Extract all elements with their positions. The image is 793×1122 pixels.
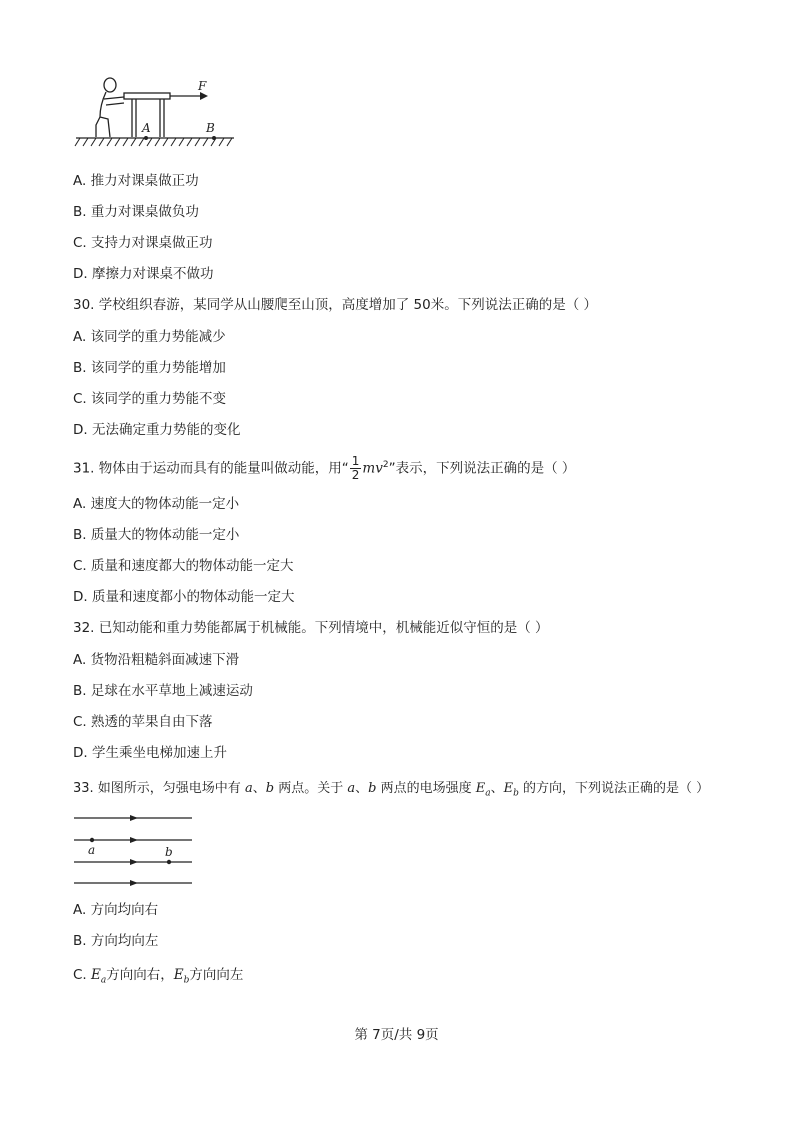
q33-stem — [73, 780, 709, 803]
point-a-dot — [144, 136, 148, 140]
q33-var-b: b — [265, 781, 275, 796]
q31-option-a: A. 速度大的物体动能一定小 — [73, 496, 240, 512]
field-arrow-4 — [130, 880, 138, 886]
point-a-dot — [90, 838, 94, 842]
q33-sep-1: 、 — [252, 781, 266, 796]
q33-stem-3: 两点的电场强度 — [376, 781, 476, 796]
field-arrow-3 — [130, 859, 138, 865]
q31-stem-before: 31. 物体由于运动而具有的能量叫做动能，用“ — [73, 460, 349, 477]
q29-option-a: A. 推力对课桌做正功 — [73, 173, 199, 189]
q33-option-c-Ea: E — [91, 967, 101, 983]
q33-option-c-Eb-sub: b — [183, 975, 190, 986]
q33-option-c-end: 方向向左 — [189, 967, 244, 983]
q30-option-b: B. 该同学的重力势能增加 — [73, 360, 226, 376]
force-label: F — [198, 79, 207, 93]
q30-stem: 30. 学校组织春游，某同学从山腰爬至山顶，高度增加了 50米。下列说法正确的是（ ） — [73, 297, 598, 313]
q32-option-d: D. 学生乘坐电梯加速上升 — [73, 745, 227, 761]
label-b: b — [165, 845, 173, 859]
q33-E-b-sub: b — [513, 788, 519, 799]
q30-option-c: C. 该同学的重力势能不变 — [73, 391, 227, 407]
q33-var-a-2: a — [347, 781, 356, 796]
point-a-label: A — [142, 121, 151, 135]
q33-option-c-mid: 方向向右， — [106, 967, 174, 983]
q33-option-c-Ea-sub: a — [100, 975, 107, 986]
q32-option-a: A. 货物沿粗糙斜面减速下滑 — [73, 652, 240, 668]
point-b-dot — [212, 136, 216, 140]
figure-electric-field — [72, 808, 197, 890]
label-a: a — [88, 843, 96, 857]
q33-option-a: A. 方向均向右 — [73, 902, 159, 918]
q31-frac-den: 2 — [351, 468, 360, 482]
desk-top — [124, 93, 170, 99]
q32-option-c: C. 熟透的苹果自由下落 — [73, 714, 213, 730]
q29-option-c: C. 支持力对课桌做正功 — [73, 235, 213, 251]
q32-stem: 32. 已知动能和重力势能都属于机械能。下列情境中，机械能近似守恒的是（ ） — [73, 620, 549, 636]
q33-stem-1: 33. 如图所示，匀强电场中有 — [73, 781, 245, 796]
q33-stem-4: 的方向，下列说法正确的是（ ） — [518, 781, 710, 796]
point-b-label: B — [206, 121, 215, 135]
q33-stem-2: 两点。关于 — [274, 781, 348, 796]
field-arrow-2 — [130, 837, 138, 843]
page-footer: 第 7页/共 9页 — [354, 1027, 439, 1043]
q30-option-a: A. 该同学的重力势能减少 — [73, 329, 226, 345]
person-head — [104, 78, 116, 92]
q32-option-b: B. 足球在水平草地上减速运动 — [73, 683, 253, 699]
q33-E-a-sub: a — [485, 788, 491, 799]
q33-var-b-2: b — [368, 781, 377, 796]
q31-formula-exp: 2 — [382, 460, 389, 470]
q30-option-d: D. 无法确定重力势能的变化 — [73, 422, 241, 438]
q33-option-b: B. 方向均向左 — [73, 933, 159, 949]
q33-option-c-prefix: C. — [73, 967, 92, 983]
q29-option-d: D. 摩擦力对课桌不做功 — [73, 266, 214, 282]
point-b-dot — [167, 860, 171, 864]
q29-option-b: B. 重力对课桌做负功 — [73, 204, 199, 220]
person-body — [96, 92, 124, 137]
q31-option-b: B. 质量大的物体动能一定小 — [73, 527, 240, 543]
q31-frac-num: 1 — [351, 454, 360, 468]
q31-fraction — [350, 455, 362, 482]
q33-option-c-Eb: E — [173, 967, 184, 983]
figure-person-pushing-desk — [72, 75, 242, 150]
q31-stem — [73, 447, 575, 487]
q33-option-c — [73, 966, 243, 990]
q31-option-c: C. 质量和速度都大的物体动能一定大 — [73, 558, 294, 574]
q33-E-b: E — [503, 781, 514, 796]
q33-var-a: a — [244, 781, 253, 796]
q31-option-d: D. 质量和速度都小的物体动能一定大 — [73, 589, 295, 605]
q33-sep-2: 、 — [355, 781, 369, 796]
q31-formula-mv: mv — [362, 460, 383, 477]
field-arrow-1 — [130, 815, 138, 821]
q33-sep-3: 、 — [490, 781, 504, 796]
q33-E-a: E — [475, 781, 486, 796]
q31-stem-after: ”表示，下列说法正确的是（ ） — [388, 460, 576, 477]
